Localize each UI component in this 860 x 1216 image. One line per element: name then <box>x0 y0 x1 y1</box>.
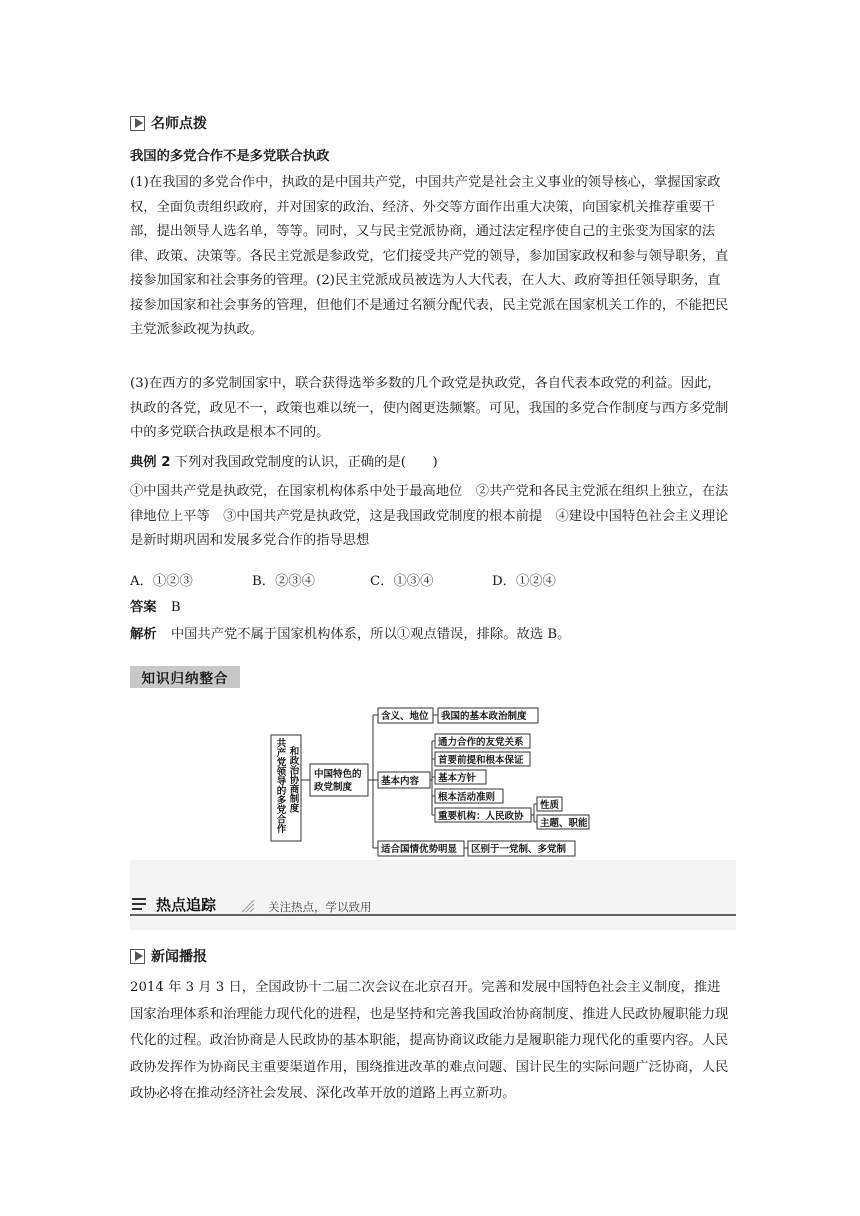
tip-paragraph-2: (3)在西方的多党制国家中，联合获得选举多数的几个政党是执政党，各自代表本政党的利益。因此，执政的各党，政见不一，政策也难以统一，使内阁更迭频繁。可见，我国的多党合作制度与西方多党制中的多党联合执政是根本不同的。 <box>130 376 729 440</box>
news-text: 2014 年 3 月 3 日，全国政协十二届二次会议在北京召开。完善和发展中国特色社会主义制度，推进国家治理体系和治理能力现代化的进程，也是坚持和完善我国政治协商制度、推进人民政协履职能力现代化的过程。政治协商是人民政协的基本职能，提高协商议政能力是履职能力现代化的重要内容。人民政协发挥作为协商民主重要渠道作用，围绕推进改革的难点问题、国计民生的实际问题广泛协商，人民政协必将在推动经济社会发展、深化改革开放的道路上再立新功。 <box>130 980 729 1101</box>
tip-heading <box>130 113 207 133</box>
branch2-item-3: 基本方针 <box>438 773 477 784</box>
tip-paragraph-1: (1)在我国的多党合作中，执政的是中国共产党，中国共产党是社会主义事业的领导核心，掌握国家政权，全面负责组织政府，并对国家的政治、经济、外交等方面作出重大决策，向国家机关推荐重要干部，提出领导人选名单，等等。同时，又与民主党派协商，通过法定程序使自己的主张变为国家的法律、政策、决策等。各民主党派是参政党，它们接受共产党的领导，参加国家政权和参与领导职务，直接参加国家和社会事务的管理。(2)民主党派成员被选为人大代表，在人大、政府等担任领导职务，直接参加国家和社会事务的管理，但他们不是通过名额分配代表，民主党派在国家机关工作的，不能把民主党派参政视为执政。 <box>130 175 729 337</box>
example-question <box>130 451 730 476</box>
play-triangle-icon <box>130 949 145 964</box>
example-statements: ①中国共产党是执政党，在国家机构体系中处于最高地位 ②共产党和各民主党派在组织上独立，在法律地位上平等 ③中国共产党是执政党，这是我国政党制度的根本前提 ④建设中国特色社会主义理论是新时期巩固和发展多党合作的指导思想 <box>130 484 729 548</box>
example-stem: 下列对我国政党制度的认识，正确的是( ) <box>174 455 438 470</box>
news-title: 新闻播报 <box>151 949 207 965</box>
analysis-line <box>130 623 730 648</box>
news-heading <box>130 946 207 966</box>
knowledge-badge: 知识归纳整合 <box>130 666 240 688</box>
branch2-item-2: 首要前提和根本保证 <box>438 755 524 766</box>
answer-line <box>130 596 730 621</box>
branch3-label: 适合国情优势明显 <box>381 844 458 855</box>
answer-value: B <box>170 600 181 615</box>
center-line-1: 中国特色的 <box>314 769 362 780</box>
branch2-label: 基本内容 <box>381 776 420 787</box>
option-d: D．①②④ <box>492 574 556 589</box>
knowledge-diagram <box>260 700 600 860</box>
example-options <box>130 570 730 589</box>
branch3-leaf-label: 区别于一党制、多党制 <box>471 844 567 855</box>
branch2-item-4: 根本活动准则 <box>438 792 496 803</box>
branch2-sub-2: 主题、职能 <box>540 818 588 829</box>
branch2-item-5: 重要机构：人民政协 <box>438 811 524 822</box>
tip-subtitle: 我国的多党合作不是多党联合执政 <box>130 149 330 164</box>
option-a: A．①②③ <box>130 574 193 589</box>
analysis-text: 中国共产党不属于国家机构体系，所以①观点错误，排除。故选 B。 <box>170 627 571 642</box>
analysis-label: 解析 <box>130 627 157 642</box>
play-triangle-icon <box>130 116 145 131</box>
tip-title: 名师点拨 <box>151 116 207 132</box>
branch2-item-1: 通力合作的友党关系 <box>438 737 524 748</box>
root-right-col: 和政治协商制度 <box>287 746 299 813</box>
root-left-col: 共产党领导的多党合作 <box>274 738 286 833</box>
answer-label: 答案 <box>130 600 157 615</box>
hot-subtitle: 关注热点，学以致用 <box>268 900 372 914</box>
branch1-leaf-label: 我国的基本政治制度 <box>441 711 527 722</box>
hot-title: 热点追踪 <box>156 896 217 914</box>
option-b: B．②③④ <box>252 574 315 589</box>
hot-heading <box>130 890 736 920</box>
branch1-label: 含义、地位 <box>381 711 429 722</box>
example-label: 典例 2 <box>130 455 171 470</box>
center-line-2: 政党制度 <box>314 782 353 793</box>
branch2-sub-1: 性质 <box>540 800 560 811</box>
option-c: C．①③④ <box>370 574 434 589</box>
